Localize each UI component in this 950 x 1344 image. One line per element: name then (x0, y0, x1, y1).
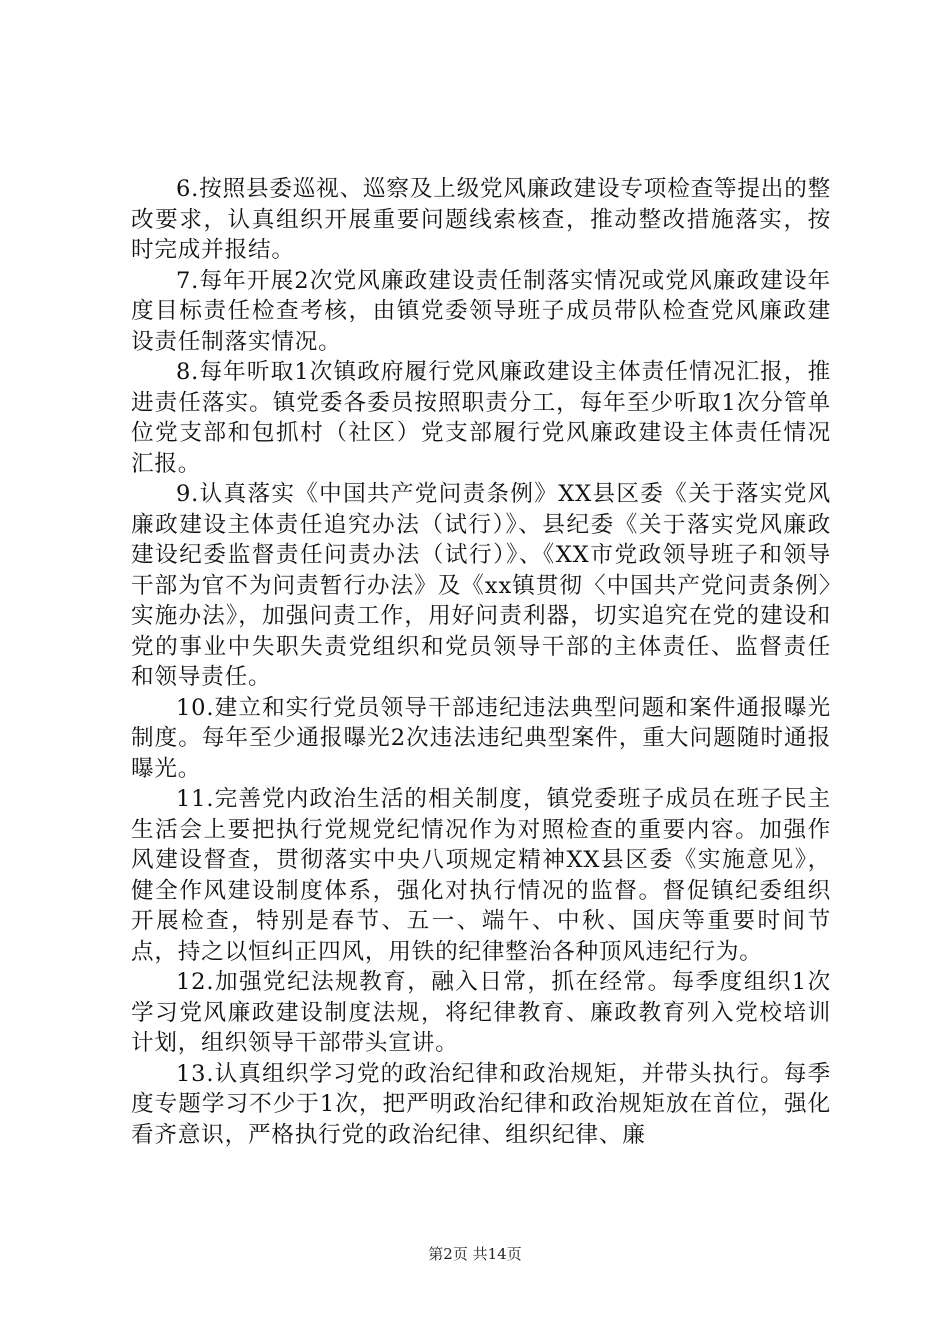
paragraph-11: 11.完善党内政治生活的相关制度，镇党委班子成员在班子民主生活会上要把执行党规党纪情况作为对照检查的重要内容。加强作风建设督查，贯彻落实中央八项规定精神XX县区委《实施意见》，健全作风建设制度体系，强化对执行情况的监督。督促镇纪委组织开展检查，特别是春节、五一、端午、中秋、国庆等重要时间节点，持之以恒纠正四风，用铁的纪律整治各种顶风违纪行为。 (131, 786, 831, 965)
document-body (131, 174, 831, 1150)
paragraph-6: 6.按照县委巡视、巡察及上级党风廉政建设专项检查等提出的整改要求，认真组织开展重要问题线索核查，推动整改措施落实，按时完成并报结。 (131, 176, 831, 263)
paragraph-10: 10.建立和实行党员领导干部违纪违法典型问题和案件通报曝光制度。每年至少通报曝光2次违法违纪典型案件，重大问题随时通报曝光。 (131, 694, 831, 782)
paragraph-8: 8.每年听取1次镇政府履行党风廉政建设主体责任情况汇报，推进责任落实。镇党委各委员按照职责分工，每年至少听取1次分管单位党支部和包抓村（社区）党支部履行党风廉政建设主体责任情况汇报。 (131, 359, 831, 477)
paragraph-12: 12.加强党纪法规教育，融入日常，抓在经常。每季度组织1次学习党风廉政建设制度法规，将纪律教育、廉政教育列入党校培训计划，组织领导干部带头宣讲。 (131, 969, 831, 1056)
page-footer: 第2页 共14页 (428, 1245, 522, 1263)
paragraph-13: 13.认真组织学习党的政治纪律和政治规矩，并带头执行。每季度专题学习不少于1次，把严明政治纪律和政治规矩放在首位，强化看齐意识，严格执行党的政治纪律、组织纪律、廉 (131, 1060, 831, 1148)
paragraph-9: 9.认真落实《中国共产党问责条例》XX县区委《关于落实党风廉政建设主体责任追究办法（试行）》、县纪委《关于落实党风廉政建设纪委监督责任问责办法（试行）》、《XX市党政领导班子和领导干部为官不为问责暂行办法》及《xx镇贯彻〈中国共产党问责条例〉实施办法》，加强问责工作，用好问责利器，切实追究在党的建设和党的事业中失职失责党组织和党员领导干部的主体责任、监督责任和领导责任。 (131, 481, 831, 690)
paragraph-7: 7.每年开展2次党风廉政建设责任制落实情况或党风廉政建设年度目标责任检查考核，由镇党委领导班子成员带队检查党风廉政建设责任制落实情况。 (131, 267, 831, 355)
